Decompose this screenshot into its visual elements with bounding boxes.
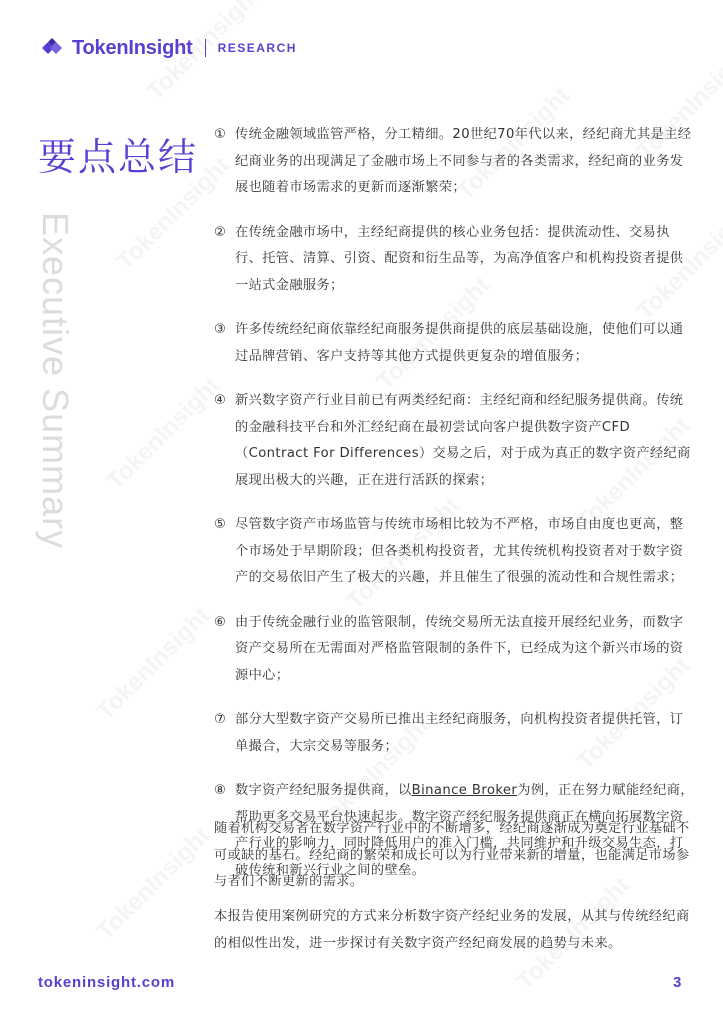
point-text: 尽管数字资产市场监管与传统市场相比较为不严格，市场自由度也更高，整个市场处于早期阶段；但各类机构投资者，尤其传统机构投资者对于数字资产的交易依旧产生了极大的兴趣，并且催生了很强的流动性和合规性需求；: [235, 517, 684, 585]
header: [38, 33, 297, 63]
point-number: ①: [214, 127, 227, 142]
point-text: 新兴数字资产行业目前已有两类经纪商：主经纪商和经纪服务提供商。传统的金融科技平台和外汇经纪商在最初尝试向客户提供数字资产CFD（Contract For Differences）交易之后，对于成为真正的数字资产经纪商展现出极大的兴趣，正在进行活跃的探索；: [235, 393, 691, 488]
point-number: ③: [214, 322, 227, 337]
point-text: 部分大型数字资产交易所已推出主经纪商服务，向机构投资者提供托管，订单撮合，大宗交易等服务；: [235, 712, 684, 754]
point-number: ④: [214, 393, 227, 408]
page-subtitle-vertical: Executive Summary: [35, 212, 76, 550]
tokeninsight-logo-icon: [38, 34, 66, 62]
point-text: 传统金融领域监管严格，分工精细。20世纪70年代以来，经纪商尤其是主经纪商业务的出现满足了金融市场上不同参与者的各类需求，经纪商的业务发展也随着市场需求的更新而逐渐繁荣；: [235, 127, 692, 195]
brand-sub-label: RESEARCH: [217, 41, 297, 55]
point-text-after: 为例，正在努力赋能经纪商，帮助更多交易平台快速起步。数字资产经纪服务提供商正在横向拓展数字资产行业的影响力，同时降低用户的准入门槛，共同维护和升级交易生态，打破传统和新兴行业之间的壁垒。: [235, 783, 694, 878]
watermark-text: [102, 372, 226, 496]
point-text-before: 数字资产经纪服务提供商，以: [235, 783, 412, 798]
summary-paragraph-2: 本报告使用案例研究的方式来分析数字资产经纪业务的发展，从其与传统经纪商的相似性出发，进一步探讨有关数字资产经纪商发展的趋势与未来。: [214, 909, 690, 951]
watermark-text: [92, 602, 216, 726]
page-title: 要点总结: [38, 135, 199, 179]
point-text: 在传统金融市场中，主经纪商提供的核心业务包括：提供流动性、交易执行、托管、清算、引资、配资和衍生品等，为高净值客户和机构投资者提供一站式金融服务；: [235, 224, 684, 293]
point-number: ⑤: [214, 517, 227, 532]
point-text: 许多传统经纪商依靠经纪商服务提供商提供的底层基础设施，使他们可以通过品牌营销、客户支持等其他方式提供更复杂的增值服务；: [235, 322, 684, 364]
point-text: 由于传统金融行业的监管限制，传统交易所无法直接开展经纪业务，而数字资产交易所在无需面对严格监管限制的条件下，已经成为这个新兴市场的资源中心；: [235, 614, 684, 683]
key-point-6: [214, 610, 694, 690]
key-point-7: [214, 707, 694, 760]
page-number: 3: [673, 974, 682, 991]
point-number: ⑧: [214, 783, 227, 798]
key-points-list: [214, 122, 694, 902]
brand-divider: [205, 39, 206, 57]
key-point-4: [214, 388, 694, 494]
key-point-3: [214, 317, 694, 370]
key-point-1: [214, 122, 694, 202]
footer-website-link[interactable]: tokeninsight.com: [38, 974, 175, 991]
point-number: ⑥: [214, 614, 227, 630]
key-point-2: [214, 220, 694, 300]
key-point-5: [214, 512, 694, 592]
point-number: ②: [214, 224, 227, 240]
watermark-text: [92, 822, 216, 946]
point-number: ⑦: [214, 712, 227, 727]
binance-broker-link[interactable]: Binance Broker: [411, 783, 518, 798]
summary-paragraph-1: 随着机构交易者在数字资产行业中的不断增多，经纪商逐渐成为奠定行业基础不可或缺的基石。经纪商的繁荣和成长可以为行业带来新的增量，也能满足市场参与者们不断更新的需求。: [214, 821, 690, 889]
brand-name: TokenInsight: [72, 36, 193, 59]
